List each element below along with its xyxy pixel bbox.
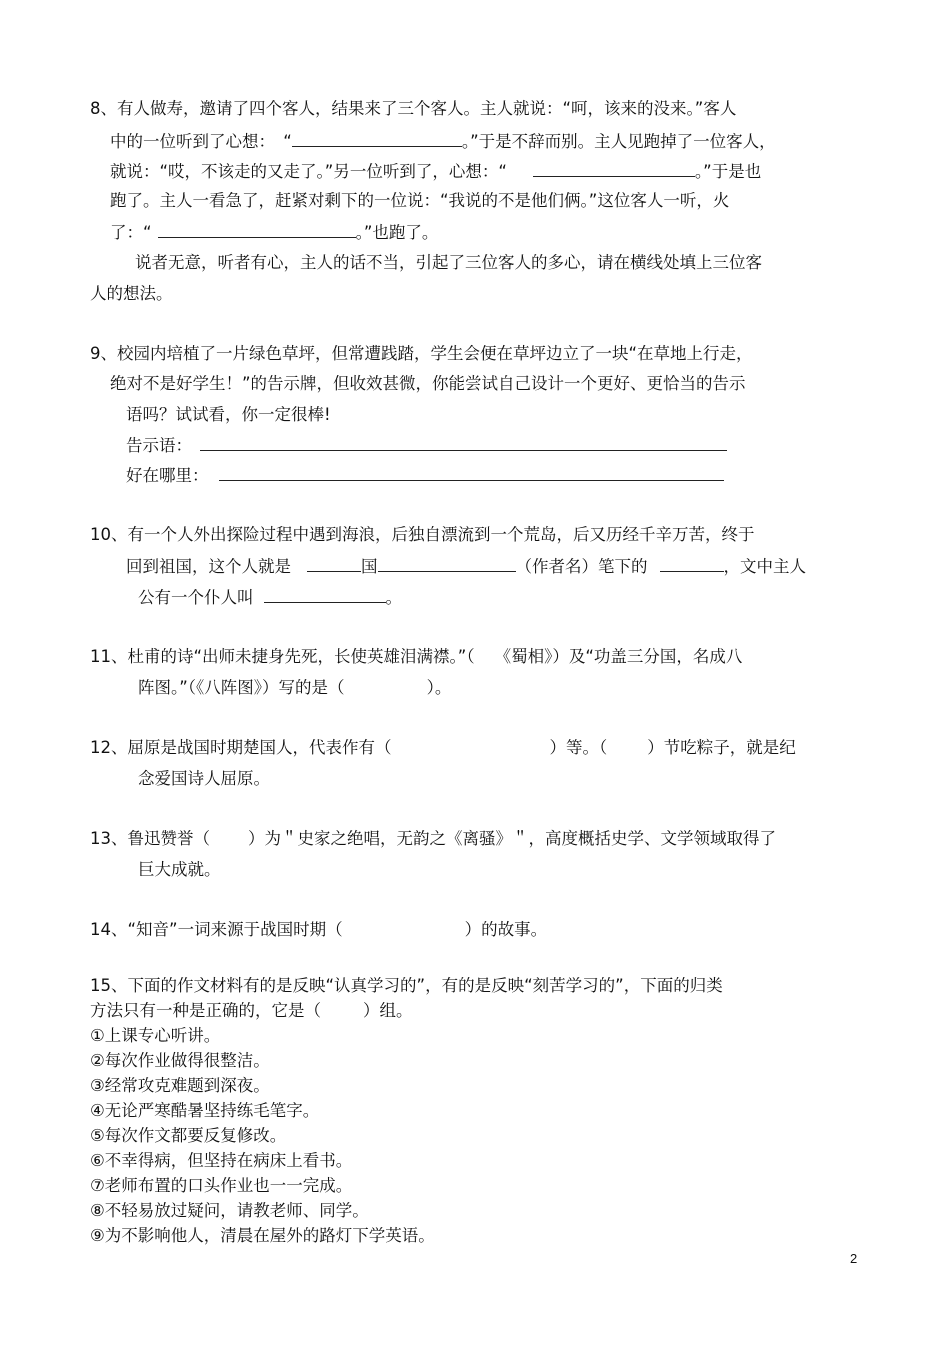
q11-line-1 (90, 646, 742, 668)
q8-line-5 (110, 221, 438, 244)
q9-why-blank[interactable] (219, 464, 724, 481)
q15-item: ⑤每次作文都要反复修改。 (90, 1126, 287, 1145)
q13-line-2: 巨大成就。 (138, 860, 221, 879)
q9-why-label: 好在哪里： (126, 466, 209, 485)
q10-line-3 (138, 586, 402, 609)
q10-line-3-text-a: 公有一个仆人叫 (138, 588, 254, 607)
q10-line-2-text-c: （作者名）笔下的 (515, 557, 648, 576)
q14-line-1-text-b: ）的故事。 (464, 920, 548, 939)
q8-line-5-text-b: 。”也跑了。 (355, 223, 439, 242)
q8-line-2-text-b: 。”于是不辞而别。主人见跑掉了一位客人， (461, 132, 776, 151)
q9-sign-blank[interactable] (200, 434, 727, 451)
q12-line-1-text-c: ）节吃粽子，就是纪 (647, 738, 796, 757)
q8-line-1: 8、有人做寿，邀请了四个客人，结果来了三个客人。主人就说：“呵，该来的没来。”客人 (90, 99, 737, 118)
q9-line-2: 绝对不是好学生！”的告示牌，但收效甚微，你能尝试自己设计一个更好、更恰当的告示 (110, 374, 746, 393)
q11-line-2-text-a: 阵图。”（《八阵图》）写的是（ (138, 678, 345, 697)
q9-sign-row (126, 434, 727, 457)
q9-why-row (126, 464, 724, 487)
q8-line-7: 人的想法。 (90, 284, 173, 303)
q10-line-3-text-b: 。 (385, 588, 402, 607)
q15-item: ④无论严寒酷暑坚持练毛笔字。 (90, 1101, 320, 1120)
q8-line-2 (110, 130, 776, 153)
q15-item: ⑦老师布置的口头作业也一一完成。 (90, 1176, 353, 1195)
q12-line-2: 念爱国诗人屈原。 (138, 769, 270, 788)
q10-line-2 (126, 555, 806, 578)
q15-item: ⑥不幸得病，但坚持在病床上看书。 (90, 1151, 353, 1170)
q10-line-1: 10、有一个人外出探险过程中遇到海浪，后独自漂流到一个荒岛，后又历经千辛万苦，终于 (90, 525, 755, 544)
q10-line-2-text-b: 国 (361, 557, 378, 576)
q10-line-2-text-d: ，文中主人 (723, 557, 806, 576)
q8-line-4: 跑了。主人一看急了，赶紧对剩下的一位说：“我说的不是他们俩。”这位客人一听，火 (110, 191, 730, 210)
q8-line-3-text-b: 。”于是也 (694, 162, 762, 181)
q15-line-1: 15、下面的作文材料有的是反映“认真学习的”，有的是反映“刻苦学习的”，下面的归类 (90, 976, 723, 995)
q9-line-3: 语吗？试试看，你一定很棒! (126, 405, 331, 424)
q13-line-1-text-b: ）为＂史家之绝唱，无韵之《离骚》＂，高度概括史学、文学领域取得了 (248, 829, 776, 848)
q8-blank-3[interactable] (158, 221, 356, 238)
q15-line-2-text-b: ）组。 (363, 1001, 413, 1020)
q8-line-3-text-a: 就说：“哎，不该走的又走了。”另一位听到了，心想：“ (110, 162, 507, 181)
q15-line-2 (90, 1000, 413, 1022)
q12-line-1-text-b: ）等。（ (549, 738, 608, 757)
q11-line-2 (138, 677, 451, 699)
q14-line-1-text-a: 14、“知音”一词来源于战国时期（ (90, 920, 343, 939)
q15-item: ⑧不轻易放过疑问，请教老师、同学。 (90, 1201, 369, 1220)
q14-line-1 (90, 919, 547, 941)
q10-blank-book[interactable] (660, 555, 724, 572)
q9-line-1: 9、校园内培植了一片绿色草坪，但常遭践踏，学生会便在草坪边立了一块“在草地上行走， (90, 344, 753, 363)
q15-item: ③经常攻克难题到深夜。 (90, 1076, 270, 1095)
q15-line-2-text-a: 方法只有一种是正确的，它是（ (90, 1001, 321, 1020)
q10-blank-servant[interactable] (264, 586, 386, 603)
page-number: 2 (850, 1251, 858, 1266)
q11-line-1-text-b: 《蜀相》）及“功盖三分国，名成八 (494, 647, 743, 666)
q13-line-1-text-a: 13、鲁迅赞誉（ (90, 829, 210, 848)
q8-line-6: 说者无意，听者有心，主人的话不当，引起了三位客人的多心，请在横线处填上三位客 (135, 253, 762, 272)
q8-line-2-text-a: 中的一位听到了心想： “ (110, 132, 292, 151)
q12-line-1 (90, 737, 796, 759)
q10-blank-author[interactable] (378, 555, 516, 572)
q10-blank-country[interactable] (307, 555, 361, 572)
q13-line-1 (90, 828, 776, 850)
q10-line-2-text-a: 回到祖国，这个人就是 (126, 557, 291, 576)
q9-sign-label: 告示语： (126, 436, 192, 455)
q15-item: ⑨为不影响他人，清晨在屋外的路灯下学英语。 (90, 1226, 435, 1245)
q8-blank-1[interactable] (292, 130, 462, 147)
q11-line-2-text-b: ）。 (426, 678, 452, 697)
q8-blank-2[interactable] (533, 160, 695, 177)
q8-line-5-text-a: 了：“ (110, 223, 152, 242)
q12-line-1-text-a: 12、屈原是战国时期楚国人，代表作有（ (90, 738, 392, 757)
q15-item: ②每次作业做得很整洁。 (90, 1051, 270, 1070)
q8-line-3 (110, 160, 761, 183)
q11-line-1-text-a: 11、杜甫的诗“出师未捷身先死，长使英雄泪满襟。”（ (90, 647, 475, 666)
q15-item: ①上课专心听讲。 (90, 1026, 221, 1045)
